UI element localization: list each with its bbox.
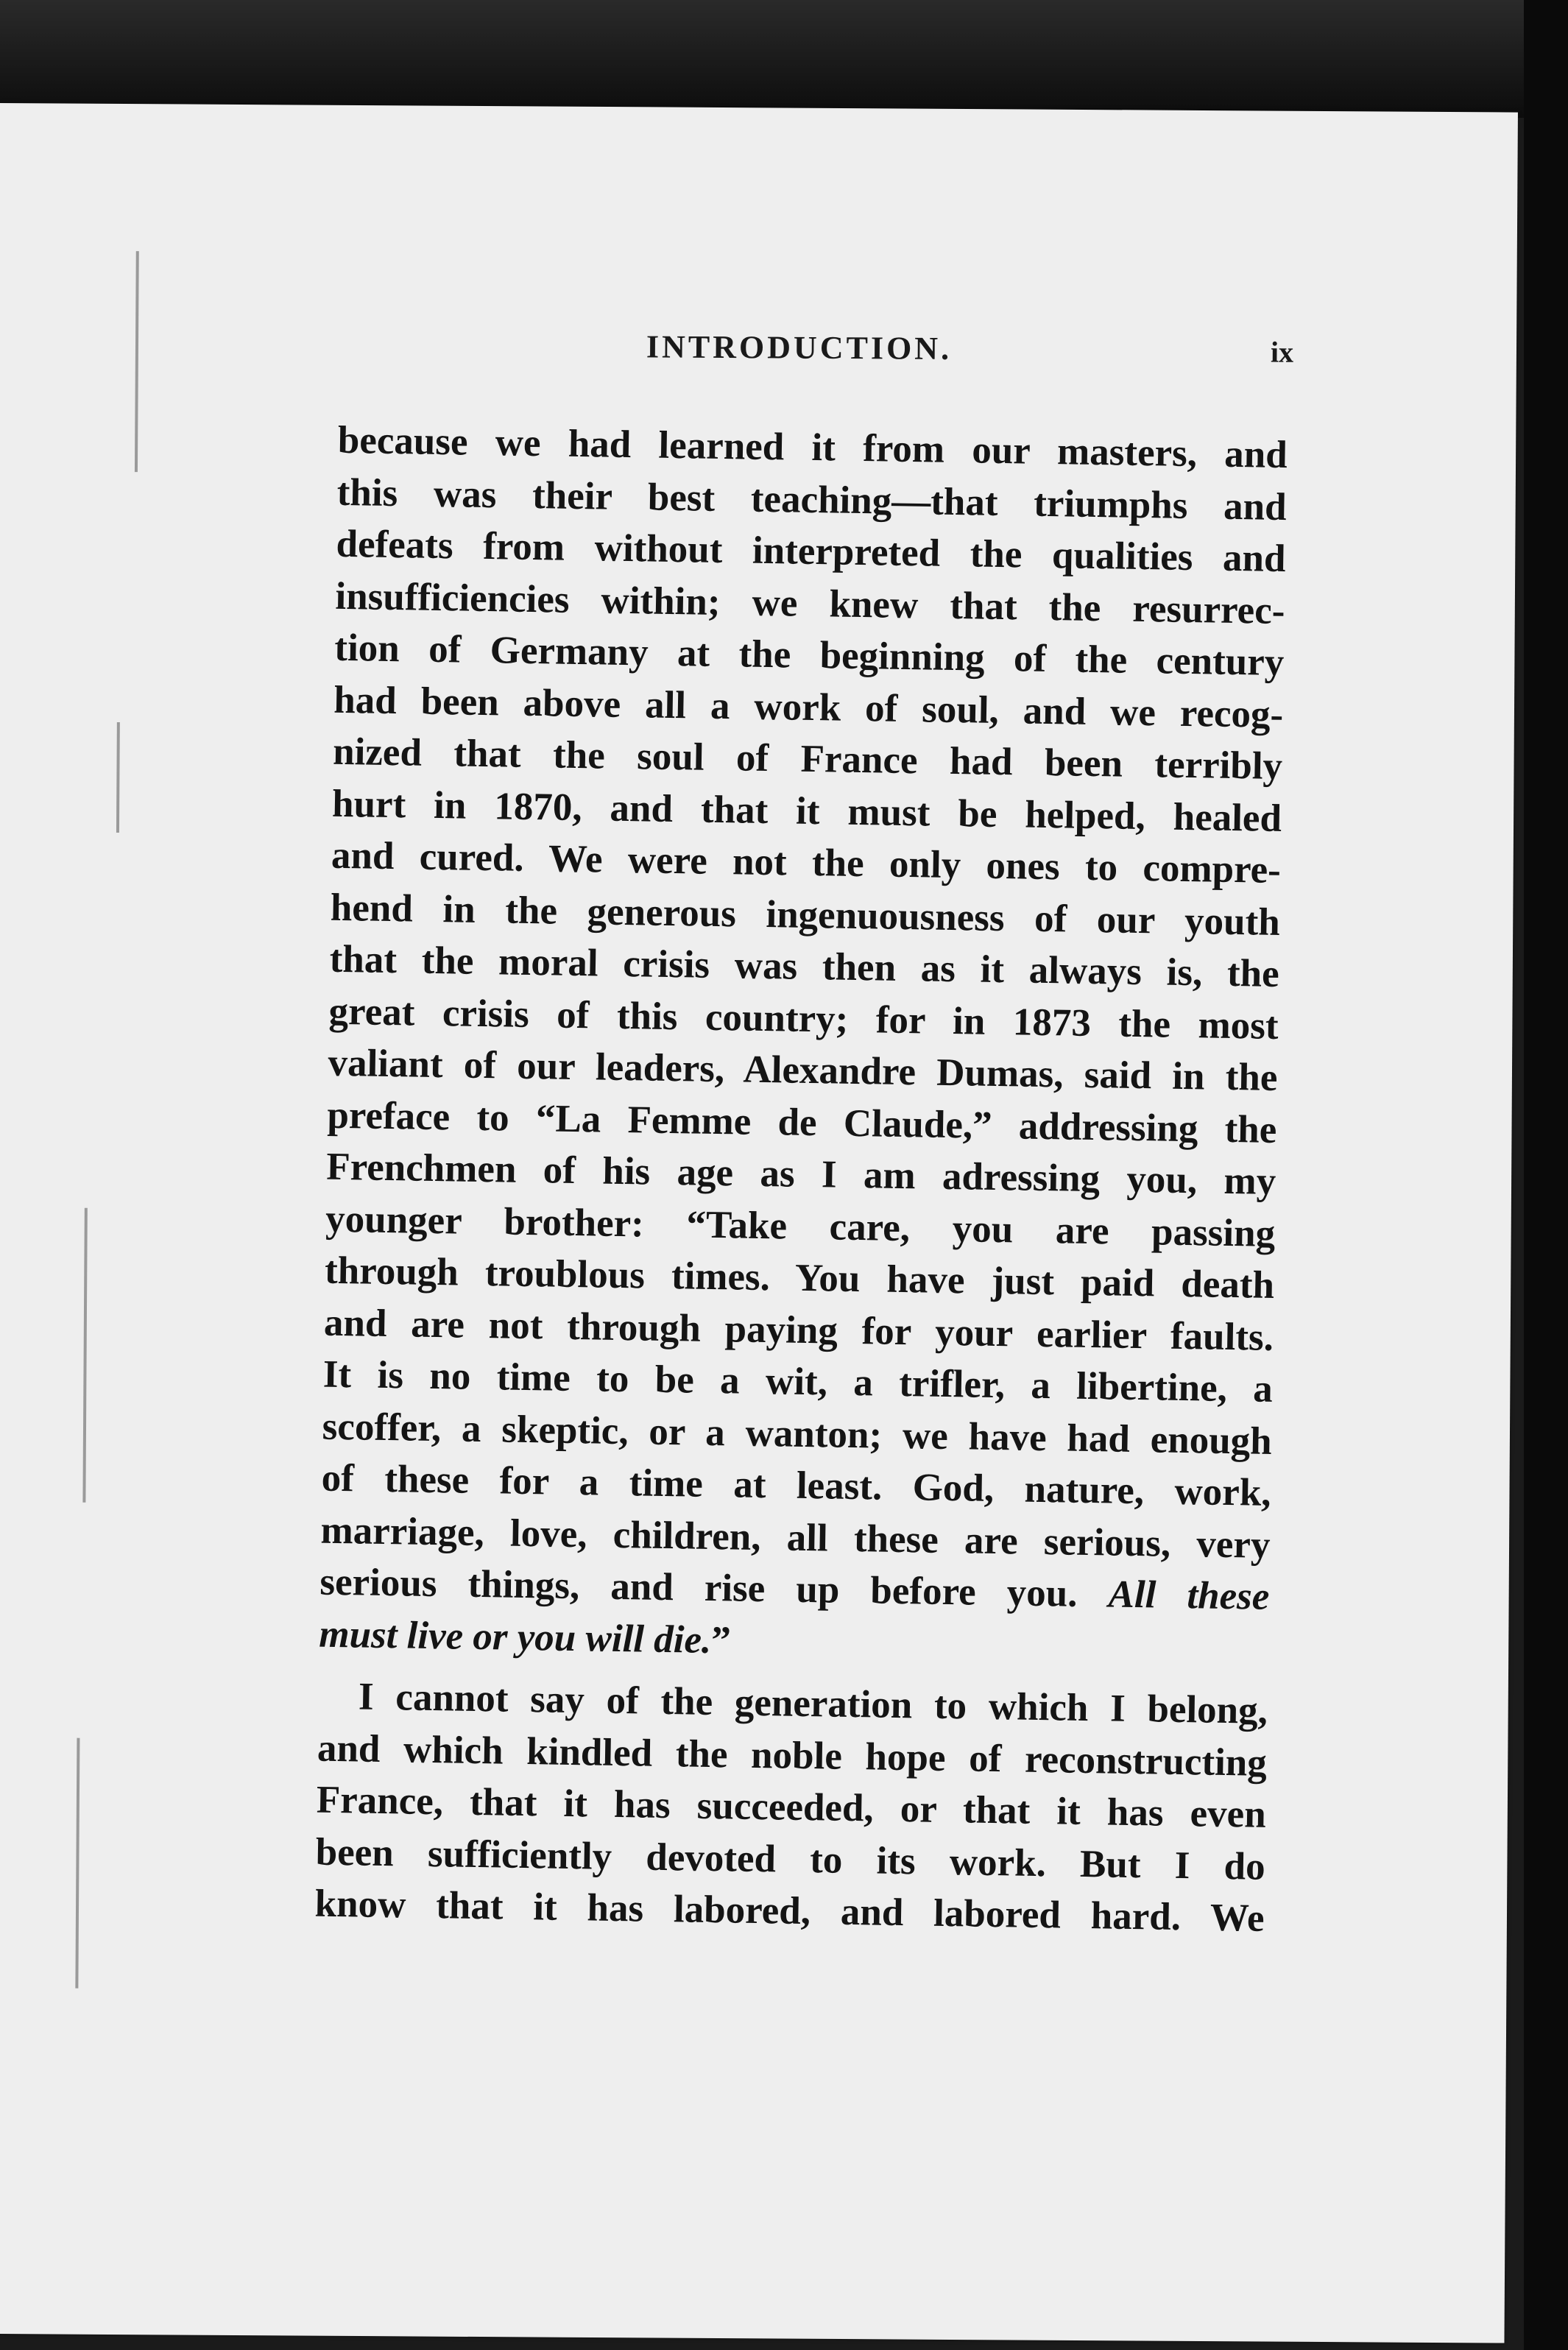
text-line: scoffer, a skeptic, or a wanton; we have had enough (322, 1405, 1273, 1463)
text-line: preface to “La Femme de Claude,” addressing the (327, 1093, 1277, 1151)
text-line: that the moral crisis was then as it always is, the (329, 937, 1280, 995)
body-text (314, 414, 1288, 1945)
text-line: nized that the soul of France had been terribly (332, 730, 1283, 788)
page-number: ix (1270, 335, 1294, 369)
text-line: hend in the generous ingenuousness of our youth (330, 886, 1281, 944)
running-head: INTRODUCTION. (646, 328, 953, 367)
text-line: valiant of our leaders, Alexandre Dumas, said in the (328, 1041, 1278, 1099)
text-line: and cured. We were not the only ones to compre- (331, 833, 1282, 892)
italic-text-run: must live or you will die. (318, 1612, 712, 1662)
gutter-mark (116, 722, 120, 833)
text-line: been sufficiently devoted to its work. But I do (315, 1830, 1266, 1888)
text-line: and which kindled the noble hope of reconstructing (317, 1726, 1268, 1785)
text-line: insufficiencies within; we knew that the resurrec- (335, 574, 1285, 632)
text-line: and are not through paying for your earlier faults. (323, 1301, 1274, 1359)
paragraph (314, 1670, 1268, 1945)
scanner-background-top (0, 0, 1568, 118)
gutter-mark (75, 1738, 80, 1989)
text-line: I cannot say of the generation to which I belong, (358, 1675, 1268, 1732)
text-line: had been above all a work of soul, and we recog- (333, 678, 1284, 736)
text-line: marriage, love, children, all these are serious, very (320, 1509, 1271, 1567)
text-line: because we had learned it from our masters, and (337, 418, 1288, 477)
text-line: great crisis of this country; for in 1873 the most (328, 989, 1279, 1048)
gutter-mark (82, 1208, 87, 1503)
text-line: defeats from without interpreted the qualities and (336, 522, 1286, 581)
text-line: hurt in 1870, and that it must be helped, healed (331, 782, 1282, 840)
text-run: serious things, and rise up before you. (319, 1560, 1078, 1615)
text-line: this was their best teaching—that triumphs and (336, 470, 1288, 529)
closing-quote: ” (710, 1618, 732, 1662)
text-line: know that it has labored, and labored hard. We (314, 1882, 1265, 1940)
text-line: It is no time to be a wit, a trifler, a libertine, a (322, 1352, 1274, 1411)
book-page (0, 103, 1518, 2343)
italic-text-run: All these (1108, 1573, 1270, 1618)
text-line: tion of Germany at the beginning of the century (333, 626, 1285, 685)
text-line: through troublous times. You have just paid death (324, 1249, 1275, 1307)
text-line: France, that it has succeeded, or that it has even (316, 1778, 1267, 1836)
page-header (0, 324, 1516, 400)
text-line: of these for a time at least. God, nature, work, (321, 1456, 1272, 1514)
text-line: Frenchmen of his age as I am adressing you, my (325, 1145, 1276, 1203)
paragraph (319, 414, 1288, 1675)
text-line: younger brother: “Take care, you are passing (325, 1197, 1276, 1255)
scanner-background-right (1524, 0, 1568, 2350)
